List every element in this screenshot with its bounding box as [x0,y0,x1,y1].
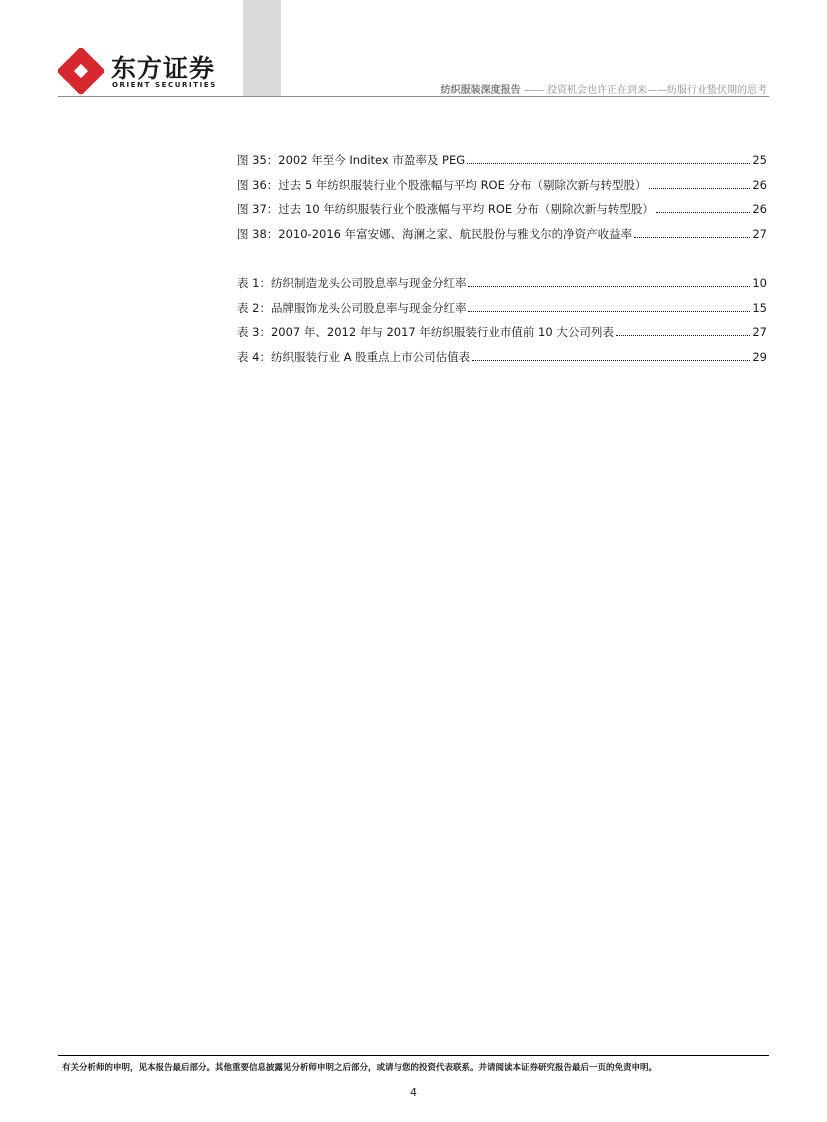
toc-entry-figure-35[interactable] [237,151,767,167]
toc-entry-figure-38[interactable] [237,225,767,241]
toc-dot-leader [616,335,751,336]
page-number: 4 [410,1086,417,1099]
toc-entry-figure-37[interactable] [237,200,767,216]
toc-entry-label: 表 2：品牌服饰龙头公司股息率与现金分红率 [237,301,467,315]
toc-entry-page: 10 [752,276,767,290]
report-title: 投资机会也许正在到来——纺服行业蛰伏期的思考 [547,85,767,96]
header-gray-tab [243,0,281,96]
toc-entry-page: 27 [752,227,767,241]
header-divider [58,96,769,97]
toc-entry-table-1[interactable] [237,274,767,290]
footer-disclaimer: 有关分析师的申明，见本报告最后部分。其他重要信息披露见分析师申明之后部分，或请与您的投资代表联系。并请阅读本证券研究报告最后一页的免责申明。 [62,1063,658,1073]
toc-dot-leader [472,360,750,361]
toc-entry-label: 图 38：2010-2016 年富安娜、海澜之家、航民股份与雅戈尔的净资产收益率 [237,227,633,241]
toc-entry-label: 图 35：2002 年至今 Inditex 市盈率及 PEG [237,153,466,167]
toc-entry-label: 表 1：纺织制造龙头公司股息率与现金分红率 [237,276,467,290]
toc-dot-leader [634,237,750,238]
toc-entry-label: 表 3：2007 年、2012 年与 2017 年纺织服装行业市值前 10 大公司列表 [237,325,614,339]
toc-entry-page: 26 [752,202,767,216]
logo-chinese-name: 东方证券 [111,54,216,83]
toc-entry-label: 表 4：纺织服装行业 A 股重点上市公司估值表 [237,350,471,364]
logo-english-name: ORIENT SECURITIES [112,81,217,89]
footer-divider [58,1055,769,1056]
toc-entry-page: 29 [752,350,767,364]
toc-dot-leader [468,311,750,312]
header-separator: —— [520,85,547,96]
toc-dot-leader [649,188,751,189]
toc-entry-label: 图 37：过去 10 年纺织服装行业个股涨幅与平均 ROE 分布（剔除次新与转型股） [237,202,654,216]
toc-dot-leader [467,163,750,164]
toc-entry-table-4[interactable] [237,348,767,364]
report-type: 纺织服装深度报告 [440,85,521,96]
report-header-title [441,81,767,96]
toc-entry-label: 图 36：过去 5 年纺织服装行业个股涨幅与平均 ROE 分布（剔除次新与转型股） [237,178,647,192]
company-logo [58,48,228,94]
toc-dot-leader [468,286,750,287]
toc-entry-page: 15 [752,301,767,315]
toc-entry-page: 25 [752,153,767,167]
toc-dot-leader [656,212,751,213]
toc-entry-page: 26 [752,178,767,192]
toc-entry-table-2[interactable] [237,299,767,315]
toc-entry-page: 27 [752,325,767,339]
toc-entry-figure-36[interactable] [237,176,767,192]
toc-entry-table-3[interactable] [237,323,767,339]
orient-securities-logo-icon [58,48,104,94]
